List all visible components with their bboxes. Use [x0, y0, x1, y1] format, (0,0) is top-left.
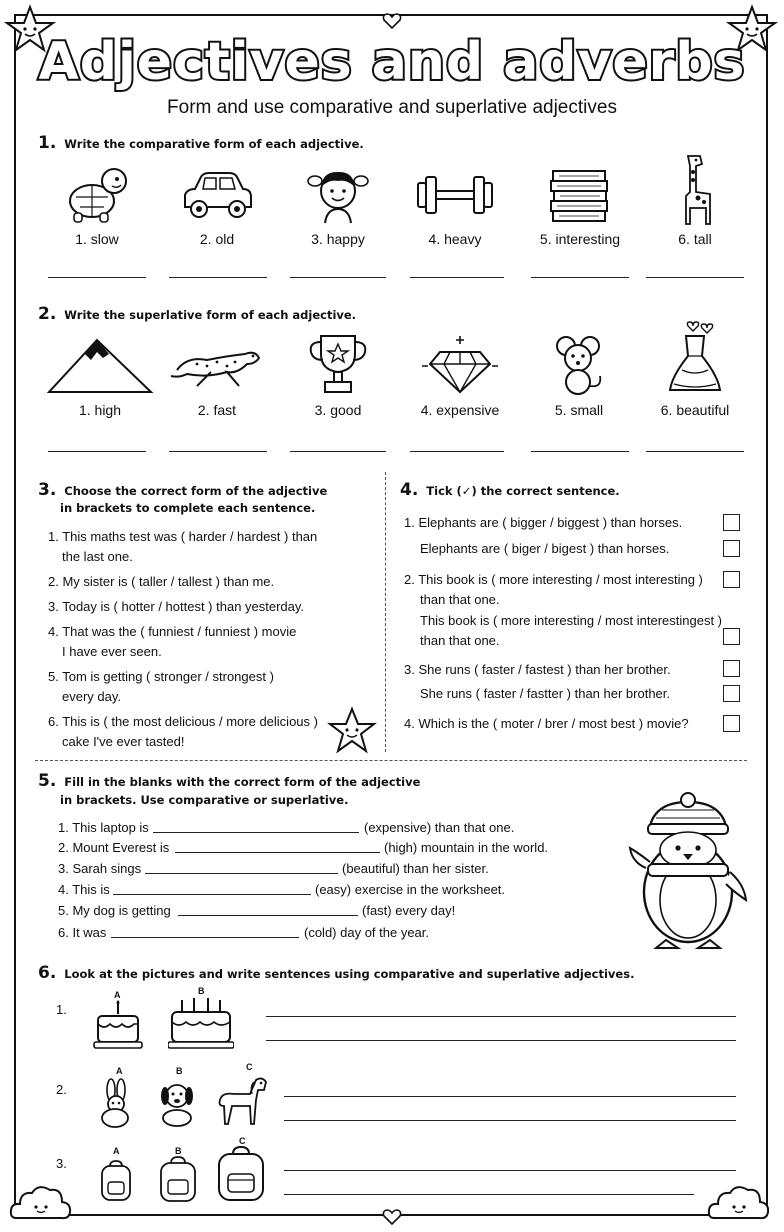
s6-row-number: 3.	[56, 1156, 67, 1171]
item-label: 3. happy	[311, 231, 365, 247]
section-3-heading: 3. Choose the correct form of the adjective	[38, 480, 328, 500]
small-backpack-icon	[98, 1160, 134, 1204]
large-backpack-icon	[215, 1146, 267, 1204]
answer-line[interactable]	[290, 277, 386, 278]
s3-sentence: 6. This is ( the most delicious / more delicious )	[48, 714, 318, 729]
section-1-heading: 1. Write the comparative form of each adjective.	[38, 133, 364, 153]
picture-letter: A	[116, 1066, 123, 1076]
answer-line[interactable]	[410, 451, 504, 452]
answer-line[interactable]	[266, 1040, 736, 1041]
turtle-icon	[62, 163, 132, 225]
picture-letter: B	[198, 986, 205, 996]
s5-sentence-start: 6. It was	[58, 925, 107, 940]
item-interesting	[525, 163, 635, 247]
item-label: 3. good	[314, 402, 362, 418]
section-6-heading: 6. Look at the pictures and write sentences using comparative and superlative adjectives.	[38, 963, 635, 983]
mountain-icon	[45, 334, 155, 396]
horse-icon	[214, 1072, 270, 1128]
cloud-icon	[706, 1178, 772, 1224]
item-happy	[283, 163, 393, 247]
heart-icon	[382, 1208, 402, 1226]
s5-sentence-start: 3. Sarah sings	[58, 861, 142, 876]
item-label: 5. interesting	[539, 231, 621, 247]
girl-icon	[303, 163, 373, 225]
s4-sentence: 4. Which is the ( moter / brer / most best ) movie?	[404, 716, 689, 731]
tick-box[interactable]	[723, 685, 740, 702]
item-beautiful	[640, 320, 750, 418]
s4-sentence: 2. This book is ( more interesting / most interesting )	[404, 572, 703, 587]
s4-sentence: She runs ( faster / fastter ) than her brother.	[420, 686, 671, 701]
s6-row-number: 2.	[56, 1082, 67, 1097]
blank-line[interactable]	[175, 852, 380, 853]
dog-icon	[155, 1078, 199, 1128]
blank-line[interactable]	[153, 832, 359, 833]
picture-letter: A	[113, 1146, 120, 1156]
s4-sentence: 3. She runs ( faster / fastest ) than her brother.	[404, 662, 671, 677]
blank-line[interactable]	[145, 873, 338, 874]
s4-sentence: than that one.	[420, 633, 500, 648]
blank-line[interactable]	[111, 937, 299, 938]
s3-sentence: the last one.	[62, 549, 133, 564]
item-small	[524, 332, 634, 418]
s5-sentence-start: 4. This is	[58, 882, 110, 897]
s3-sentence: every day.	[62, 689, 122, 704]
s5-sentence-end: (high) mountain in the world.	[384, 840, 549, 855]
item-old	[162, 163, 272, 247]
s3-sentence: 3. Today is ( hotter / hottest ) than yesterday.	[48, 599, 305, 614]
item-slow	[42, 163, 152, 247]
s5-sentence-start: 2. Mount Everest is	[58, 840, 170, 855]
answer-line[interactable]	[284, 1096, 736, 1097]
s3-sentence: cake I've ever tasted!	[62, 734, 185, 749]
picture-letter: C	[239, 1136, 246, 1146]
answer-line[interactable]	[531, 277, 629, 278]
s3-sentence: 1. This maths test was ( harder / hardest ) than	[48, 529, 318, 544]
item-label: 6. beautiful	[660, 402, 730, 418]
s4-sentence: 1. Elephants are ( bigger / biggest ) than horses.	[404, 515, 683, 530]
s4-sentence: This book is ( more interesting / most interestingest )	[420, 613, 723, 628]
answer-line[interactable]	[169, 277, 267, 278]
tick-box[interactable]	[723, 514, 740, 531]
item-label: 2. fast	[197, 402, 237, 418]
dumbbell-icon	[410, 163, 500, 225]
item-good	[283, 330, 393, 418]
tick-box[interactable]	[723, 571, 740, 588]
section-4-heading: 4. Tick (✓) the correct sentence.	[400, 480, 620, 500]
books-icon	[545, 163, 615, 225]
s5-sentence-start: 1. This laptop is	[58, 820, 149, 835]
answer-line[interactable]	[290, 451, 386, 452]
section-5-heading-line2: in brackets. Use comparative or superlative.	[60, 793, 349, 807]
s3-sentence: 2. My sister is ( taller / tallest ) than me.	[48, 574, 275, 589]
answer-line[interactable]	[284, 1170, 736, 1171]
s3-sentence: 4. That was the ( funniest / funniest ) movie	[48, 624, 297, 639]
mouse-icon	[544, 332, 614, 396]
tick-box[interactable]	[723, 715, 740, 732]
answer-line[interactable]	[410, 277, 504, 278]
section-5-heading: 5. Fill in the blanks with the correct form of the adjective	[38, 771, 421, 791]
trophy-icon	[303, 330, 373, 396]
medium-backpack-icon	[157, 1156, 199, 1204]
heart-icon	[382, 12, 402, 30]
item-label: 4. heavy	[428, 231, 482, 247]
answer-line[interactable]	[284, 1194, 694, 1195]
item-tall	[640, 152, 750, 247]
picture-letter: C	[246, 1062, 253, 1072]
s5-sentence-start: 5. My dog is getting	[58, 903, 171, 918]
item-heavy	[400, 163, 510, 247]
page-subtitle: Form and use comparative and superlative adjectives	[167, 97, 617, 118]
rabbit-icon	[95, 1078, 135, 1128]
section-3-heading-line2: in brackets to complete each sentence.	[60, 501, 316, 515]
item-label: 6. tall	[678, 231, 712, 247]
s5-sentence-end: (cold) day of the year.	[304, 925, 430, 940]
item-label: 5. small	[554, 402, 604, 418]
tick-box[interactable]	[723, 660, 740, 677]
item-label: 4. expensive	[420, 402, 500, 418]
section-divider	[35, 760, 747, 761]
blank-line[interactable]	[113, 894, 311, 895]
answer-line[interactable]	[646, 451, 744, 452]
s4-sentence: Elephants are ( biger / bigest ) than horses.	[420, 541, 670, 556]
s5-sentence-end: (fast) every day!	[362, 903, 456, 918]
answer-line[interactable]	[48, 277, 146, 278]
tick-box[interactable]	[723, 540, 740, 557]
item-label: 1. slow	[75, 231, 119, 247]
picture-letter: B	[176, 1066, 183, 1076]
cake-icon	[92, 1000, 144, 1050]
answer-line[interactable]	[531, 451, 629, 452]
blank-line[interactable]	[178, 915, 358, 916]
item-expensive	[405, 332, 515, 418]
dress-icon	[660, 320, 730, 396]
picture-letter: B	[175, 1146, 182, 1156]
item-label: 2. old	[199, 231, 235, 247]
s6-row-number: 1.	[56, 1002, 67, 1017]
column-divider	[385, 472, 386, 752]
s4-sentence: than that one.	[420, 592, 500, 607]
diamond-icon	[420, 332, 500, 396]
item-label: 1. high	[78, 402, 122, 418]
item-high	[45, 334, 155, 418]
section-2-heading: 2. Write the superlative form of each adjective.	[38, 304, 357, 324]
picture-letter: A	[114, 990, 121, 1000]
cheetah-icon	[167, 334, 267, 396]
page-title: Adjectives and adverbs	[38, 32, 746, 92]
star-icon	[326, 706, 378, 756]
tick-box[interactable]	[723, 628, 740, 645]
s5-sentence-end: (expensive) than that one.	[364, 820, 515, 835]
s5-sentence-end: (beautiful) than her sister.	[342, 861, 489, 876]
answer-line[interactable]	[48, 451, 146, 452]
s5-sentence-end: (easy) exercise in the worksheet.	[315, 882, 506, 897]
s3-sentence: I have ever seen.	[62, 644, 162, 659]
car-icon	[177, 163, 257, 225]
big-cake-icon	[168, 996, 234, 1050]
answer-line[interactable]	[284, 1120, 736, 1121]
s3-sentence: 5. Tom is getting ( stronger / strongest )	[48, 669, 274, 684]
giraffe-icon	[660, 152, 730, 225]
answer-line[interactable]	[266, 1016, 736, 1017]
answer-line[interactable]	[646, 277, 744, 278]
cloud-icon	[8, 1178, 74, 1224]
penguin-icon	[626, 792, 750, 950]
item-fast	[162, 334, 272, 418]
answer-line[interactable]	[169, 451, 267, 452]
